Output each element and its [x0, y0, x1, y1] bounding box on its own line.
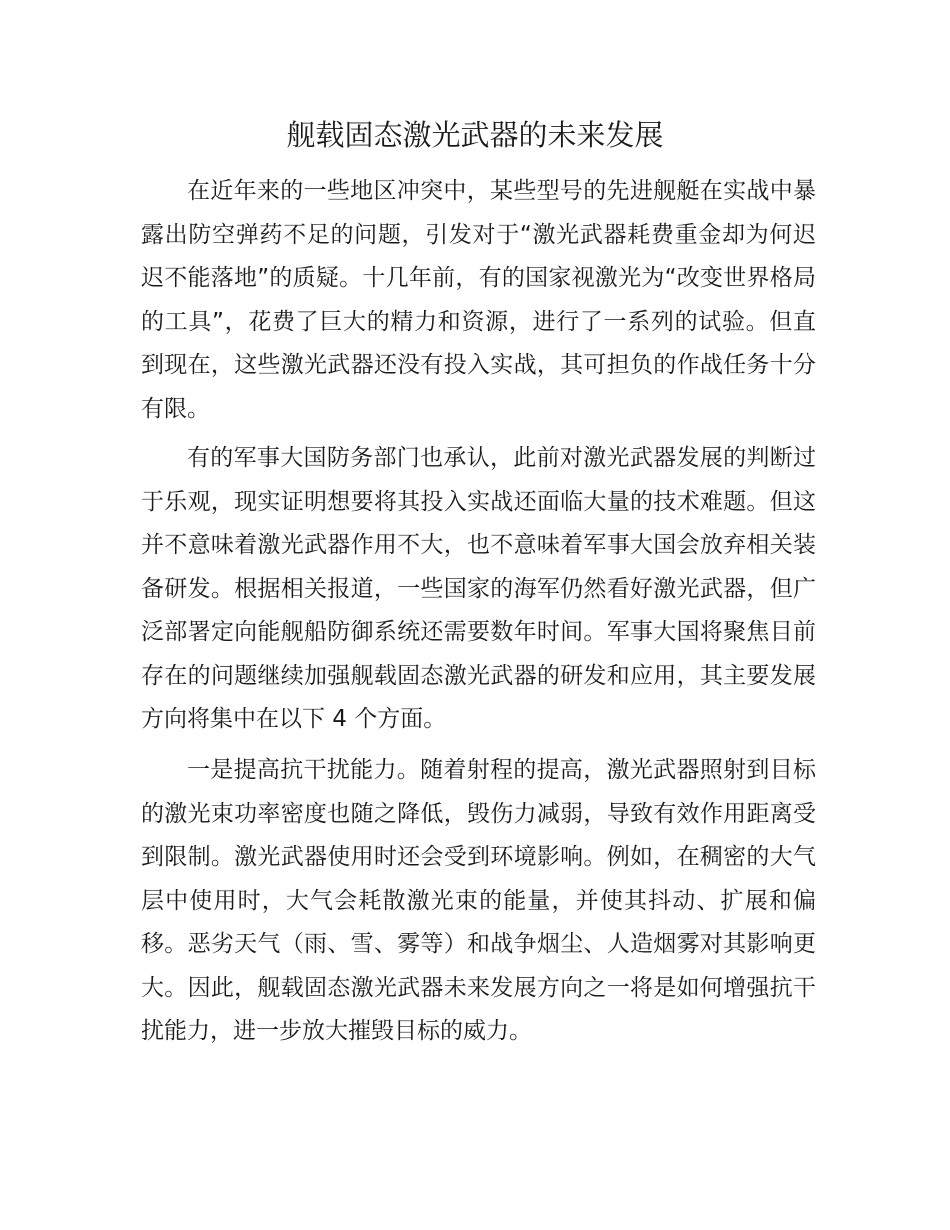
- paragraph-1: 在近年来的一些地区冲突中，某些型号的先进舰艇在实战中暴露出防空弹药不足的问题，引发对于“激光武器耗费重金却为何迟迟不能落地”的质疑。十几年前，有的国家视激光为“改变世界格局的工具”，花费了巨大的精力和资源，进行了一系列的试验。但直到现在，这些激光武器还没有投入实战，其可担负的作战任务十分有限。: [141, 178, 816, 422]
- paragraph-3: 一是提高抗干扰能力。随着射程的提高，激光武器照射到目标的激光束功率密度也随之降低，毁伤力减弱，导致有效作用距离受到限制。激光武器使用时还会受到环境影响。例如，在稠密的大气层中使用时，大气会耗散激光束的能量，并使其抖动、扩展和偏移。恶劣天气（雨、雪、雾等）和战争烟尘、人造烟雾对其影响更大。因此，舰载固态激光武器未来发展方向之一将是如何增强抗干扰能力，进一步放大摧毁目标的威力。: [141, 757, 816, 1044]
- document-title: 舰载固态激光武器的未来发展: [286, 118, 664, 152]
- paragraph-2: 有的军事大国防务部门也承认，此前对激光武器发展的判断过于乐观，现实证明想要将其投入实战还面临大量的技术难题。但这并不意味着激光武器作用不大，也不意味着军事大国会放弃相关装备研发。根据相关报道，一些国家的海军仍然看好激光武器，但广泛部署定向能舰船防御系统还需要数年时间。军事大国将聚焦目前存在的问题继续加强舰载固态激光武器的研发和应用，其主要发展方向将集中在以下 4 个方面。: [141, 445, 816, 732]
